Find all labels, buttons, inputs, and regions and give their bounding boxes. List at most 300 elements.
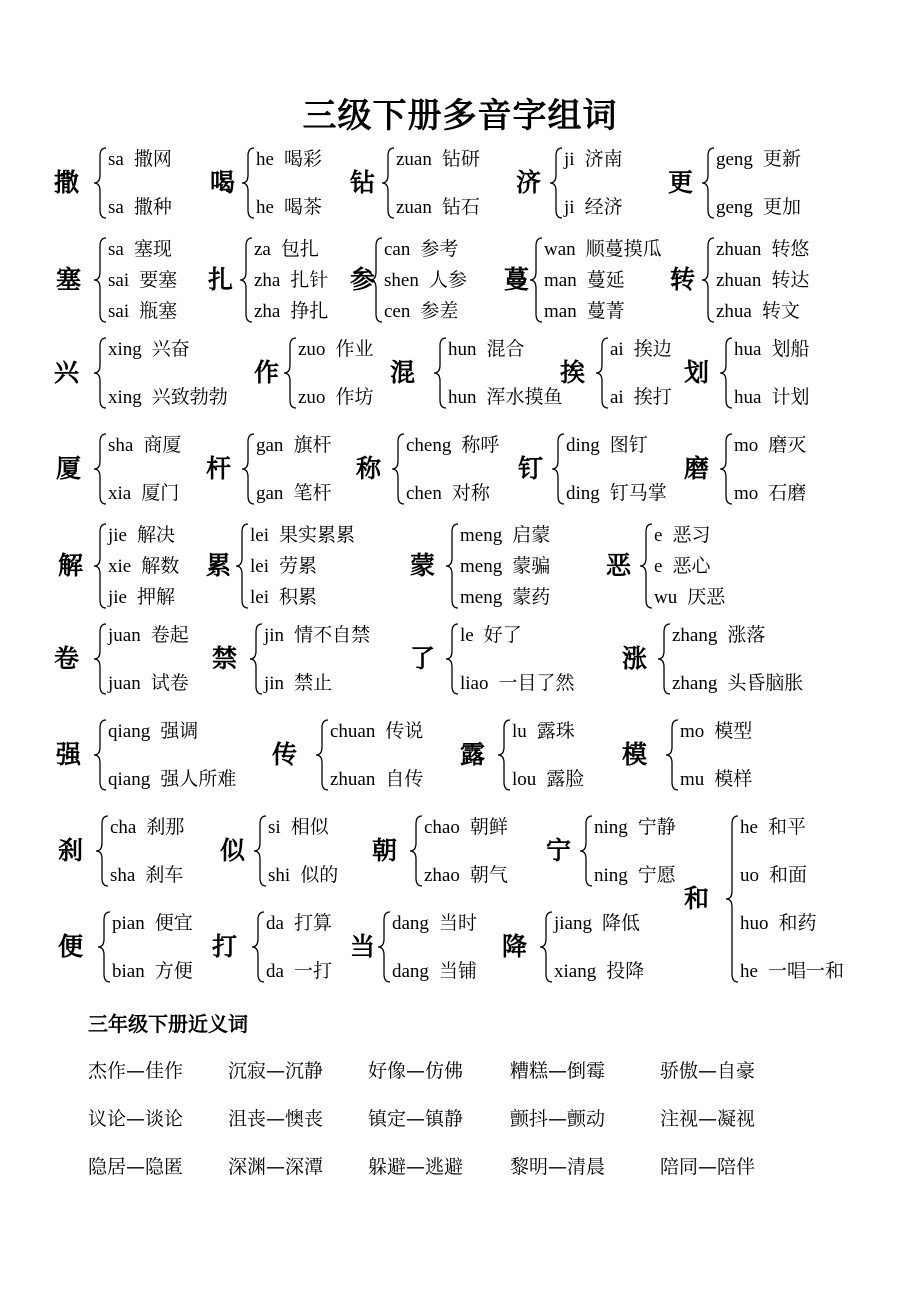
reading-line (734, 434, 806, 457)
example-word: 转达 (771, 269, 810, 291)
example-word: 商厦 (143, 434, 182, 456)
example-word: 作坊 (335, 386, 374, 408)
pinyin: jie (108, 525, 127, 546)
reading-line (448, 386, 563, 409)
polyphone-char: 和 (684, 884, 710, 913)
pinyin: xing (108, 339, 142, 360)
reading-line (254, 300, 328, 323)
reading-line (256, 148, 322, 171)
example-word: 露脸 (546, 768, 585, 790)
polyphone-char: 卷 (54, 644, 80, 673)
polyphone-char: 蒙 (410, 551, 436, 580)
reading-line (264, 624, 370, 647)
brace-icon (254, 816, 266, 886)
example-word: 涨落 (727, 624, 766, 646)
synonym-pair: 陪同—陪伴 (660, 1156, 756, 1178)
pinyin: zhang (672, 625, 718, 646)
example-word: 恶习 (672, 524, 711, 546)
reading-line (544, 238, 662, 261)
reading-line (680, 720, 752, 743)
pinyin: zhuan (330, 769, 376, 790)
example-word: 一打 (293, 960, 332, 982)
pinyin: chen (406, 483, 442, 504)
brace-icon (94, 148, 106, 218)
brace-icon (580, 816, 592, 886)
example-word: 情不自禁 (294, 624, 371, 646)
pinyin: cha (110, 817, 137, 838)
brace-icon (240, 238, 252, 322)
polyphone-char: 作 (254, 358, 280, 387)
example-word: 朝鲜 (469, 816, 508, 838)
example-word: 要塞 (139, 269, 178, 291)
pinyin: ding (566, 435, 600, 456)
pinyin: liao (460, 673, 489, 694)
polyphone-char: 钉 (518, 454, 544, 483)
pinyin: zhang (672, 673, 718, 694)
example-word: 模型 (714, 720, 753, 742)
reading-line (716, 148, 801, 171)
pinyin: hua (734, 339, 762, 360)
polyphone-char: 似 (220, 836, 246, 865)
pinyin: wan (544, 239, 576, 260)
reading-line (108, 196, 172, 219)
reading-line (298, 338, 373, 361)
example-word: 更新 (762, 148, 801, 170)
brace-icon (94, 238, 106, 322)
reading-line (740, 816, 806, 839)
synonym-pair: 注视—凝视 (660, 1108, 756, 1130)
polyphone-char: 称 (356, 454, 382, 483)
polyphone-char: 了 (410, 644, 436, 673)
pinyin: sa (108, 239, 124, 260)
example-word: 强人所难 (160, 768, 237, 790)
brace-icon (242, 434, 254, 504)
polyphone-char: 朝 (372, 836, 398, 865)
reading-line (554, 912, 640, 935)
example-word: 蔓菁 (586, 300, 625, 322)
reading-line (396, 196, 480, 219)
reading-line (564, 148, 623, 171)
polyphone-char: 模 (622, 740, 648, 769)
pinyin: pian (112, 913, 145, 934)
pinyin: lei (250, 556, 269, 577)
reading-line (108, 482, 179, 505)
page-title: 三级下册多音字组词 (302, 96, 618, 136)
reading-line (460, 624, 522, 647)
reading-line (734, 482, 806, 505)
reading-line (108, 300, 177, 323)
polyphone-char: 恶 (606, 551, 632, 580)
reading-line (544, 300, 625, 323)
example-word: 恶心 (672, 555, 711, 577)
example-word: 旗杆 (293, 434, 332, 456)
pinyin: ding (566, 483, 600, 504)
reading-line (330, 720, 423, 743)
polyphone-char: 打 (212, 932, 238, 961)
synonym-pair: 沉寂—沉静 (228, 1060, 324, 1082)
example-word: 挣扎 (290, 300, 329, 322)
example-word: 一唱一和 (767, 960, 844, 982)
reading-line (256, 434, 331, 457)
brace-icon (98, 912, 110, 982)
reading-line (734, 338, 809, 361)
pinyin: qiang (108, 721, 151, 742)
polyphone-char: 撒 (54, 168, 80, 197)
example-word: 打算 (293, 912, 332, 934)
example-word: 称呼 (461, 434, 500, 456)
pinyin: shi (268, 865, 291, 886)
brace-icon (252, 912, 264, 982)
synonym-pair: 沮丧—懊丧 (228, 1108, 324, 1130)
polyphone-char: 刹 (58, 836, 84, 865)
pinyin: da (266, 961, 284, 982)
example-word: 试卷 (150, 672, 189, 694)
reading-line (264, 672, 332, 695)
reading-line (108, 555, 179, 578)
polyphone-char: 钻 (350, 168, 376, 197)
pinyin: man (544, 301, 577, 322)
example-word: 当铺 (438, 960, 477, 982)
example-word: 笔杆 (293, 482, 332, 504)
polyphone-char: 更 (668, 168, 694, 197)
pinyin: jiang (554, 913, 592, 934)
polyphone-char: 当 (350, 932, 376, 961)
reading-line (266, 912, 332, 935)
reading-line (108, 624, 189, 647)
synonym-pair: 深渊—深潭 (228, 1156, 324, 1178)
reading-line (460, 672, 575, 695)
synonyms-title: 三年级下册近义词 (88, 1012, 248, 1036)
example-word: 自传 (385, 768, 424, 790)
brace-icon (370, 238, 382, 322)
reading-line (740, 864, 807, 887)
example-word: 对称 (451, 482, 490, 504)
polyphone-char: 济 (516, 168, 542, 197)
reading-line (112, 912, 193, 935)
reading-line (384, 300, 458, 323)
pinyin: dang (392, 913, 429, 934)
pinyin: gan (256, 435, 284, 456)
pinyin: xia (108, 483, 132, 504)
polyphone-char: 厦 (56, 454, 82, 483)
reading-line (734, 386, 809, 409)
reading-line (384, 269, 467, 292)
example-word: 挨打 (633, 386, 672, 408)
reading-line (396, 148, 480, 171)
pinyin: he (740, 961, 758, 982)
pinyin: qiang (108, 769, 151, 790)
pinyin: lu (512, 721, 527, 742)
pinyin: xie (108, 556, 132, 577)
pinyin: juan (108, 673, 141, 694)
pinyin: lei (250, 525, 269, 546)
brace-icon (250, 624, 262, 694)
brace-icon (640, 524, 652, 608)
brace-icon (284, 338, 296, 408)
pinyin: ai (610, 339, 624, 360)
example-word: 厦门 (141, 482, 180, 504)
brace-icon (378, 912, 390, 982)
brace-icon (726, 816, 738, 982)
pinyin: e (654, 556, 663, 577)
example-word: 劳累 (279, 555, 318, 577)
example-word: 兴奋 (151, 338, 190, 360)
pinyin: le (460, 625, 474, 646)
brace-icon (540, 912, 552, 982)
reading-line (112, 960, 193, 983)
reading-line (110, 864, 183, 887)
example-word: 解数 (141, 555, 180, 577)
pinyin: meng (460, 587, 503, 608)
example-word: 当时 (438, 912, 477, 934)
example-word: 厌恶 (687, 586, 726, 608)
example-word: 钉马掌 (609, 482, 667, 504)
pinyin: mo (734, 483, 759, 504)
example-word: 撒种 (133, 196, 172, 218)
polyphone-char: 蔓 (504, 265, 530, 294)
reading-line (594, 864, 676, 887)
synonym-pair: 颤抖—颤动 (510, 1108, 606, 1130)
example-word: 喝彩 (283, 148, 322, 170)
brace-icon (94, 524, 106, 608)
reading-line (108, 238, 172, 261)
reading-line (108, 672, 189, 695)
polyphone-char: 累 (206, 551, 232, 580)
brace-icon (666, 720, 678, 790)
brace-icon (550, 148, 562, 218)
pinyin: wu (654, 587, 678, 608)
pinyin: zuan (396, 149, 432, 170)
reading-line (108, 586, 175, 609)
example-word: 钻石 (441, 196, 480, 218)
pinyin: ji (564, 197, 575, 218)
brace-icon (410, 816, 422, 886)
pinyin: cheng (406, 435, 452, 456)
brace-icon (392, 434, 404, 504)
pinyin: jin (264, 673, 285, 694)
example-word: 积累 (279, 586, 318, 608)
example-word: 启蒙 (512, 524, 551, 546)
reading-line (330, 768, 423, 791)
pinyin: meng (460, 525, 503, 546)
brace-icon (702, 148, 714, 218)
pinyin: huo (740, 913, 769, 934)
example-word: 果实累累 (279, 524, 356, 546)
reading-line (654, 586, 725, 609)
reading-line (384, 238, 458, 261)
brace-icon (446, 624, 458, 694)
example-word: 转悠 (771, 238, 810, 260)
example-word: 参考 (420, 238, 459, 260)
polyphone-char: 涨 (622, 644, 648, 673)
example-word: 头昏脑胀 (727, 672, 804, 694)
synonym-pair: 骄傲—自豪 (660, 1060, 756, 1082)
example-word: 塞现 (133, 238, 172, 260)
example-word: 计划 (771, 386, 810, 408)
example-word: 混合 (486, 338, 525, 360)
example-word: 刹那 (146, 816, 185, 838)
example-word: 瓶塞 (139, 300, 178, 322)
pinyin: hun (448, 339, 477, 360)
pinyin: si (268, 817, 281, 838)
brace-icon (720, 434, 732, 504)
brace-icon (552, 434, 564, 504)
synonym-pair: 糟糕—倒霉 (510, 1060, 606, 1082)
brace-icon (702, 238, 714, 322)
reading-line (512, 768, 584, 791)
example-word: 一目了然 (498, 672, 575, 694)
polyphone-char: 混 (390, 358, 416, 387)
pinyin: jin (264, 625, 285, 646)
polyphone-char: 兴 (54, 358, 80, 387)
example-word: 蔓延 (586, 269, 625, 291)
example-word: 押解 (137, 586, 176, 608)
example-word: 兴致勃勃 (151, 386, 228, 408)
brace-icon (530, 238, 542, 322)
example-word: 降低 (602, 912, 641, 934)
pinyin: can (384, 239, 411, 260)
polyphone-char: 挨 (560, 358, 586, 387)
pinyin: ai (610, 387, 624, 408)
reading-line (424, 864, 508, 887)
polyphone-char: 磨 (684, 454, 710, 483)
brace-icon (720, 338, 732, 408)
example-word: 划船 (771, 338, 810, 360)
pinyin: meng (460, 556, 503, 577)
example-word: 撒网 (133, 148, 172, 170)
reading-line (254, 238, 319, 261)
synonym-pair: 议论—谈论 (88, 1108, 184, 1130)
example-word: 更加 (762, 196, 801, 218)
pinyin: mo (734, 435, 759, 456)
pinyin: ning (594, 865, 628, 886)
reading-line (654, 524, 710, 547)
pinyin: zuo (298, 387, 326, 408)
reading-line (108, 720, 198, 743)
reading-line (672, 672, 803, 695)
example-word: 作业 (335, 338, 374, 360)
example-word: 和平 (767, 816, 806, 838)
polyphone-char: 参 (350, 265, 376, 294)
polyphone-char: 露 (460, 740, 486, 769)
pinyin: zhuan (716, 270, 762, 291)
synonym-pair: 黎明—清晨 (510, 1156, 606, 1178)
reading-line (566, 434, 648, 457)
pinyin: mu (680, 769, 705, 790)
example-word: 磨灭 (768, 434, 807, 456)
pinyin: zha (254, 270, 281, 291)
reading-line (392, 912, 477, 935)
pinyin: geng (716, 197, 753, 218)
reading-line (716, 300, 800, 323)
reading-line (108, 768, 236, 791)
example-word: 宁静 (637, 816, 676, 838)
reading-line (594, 816, 676, 839)
pinyin: mo (680, 721, 705, 742)
pinyin: zhao (424, 865, 460, 886)
pinyin: hua (734, 387, 762, 408)
example-word: 济南 (584, 148, 623, 170)
example-word: 包扎 (280, 238, 319, 260)
pinyin: zha (254, 301, 281, 322)
example-word: 参差 (420, 300, 459, 322)
reading-line (266, 960, 332, 983)
pinyin: zuo (298, 339, 326, 360)
pinyin: geng (716, 149, 753, 170)
brace-icon (446, 524, 458, 608)
reading-line (108, 269, 177, 292)
reading-line (716, 269, 809, 292)
brace-icon (236, 524, 248, 608)
pinyin: sai (108, 270, 130, 291)
example-word: 蒙药 (512, 586, 551, 608)
example-word: 和面 (769, 864, 808, 886)
reading-line (254, 269, 328, 292)
example-word: 模样 (714, 768, 753, 790)
example-word: 和药 (778, 912, 817, 934)
polyphone-char: 解 (58, 551, 84, 580)
reading-line (716, 196, 801, 219)
polyphone-char: 降 (502, 932, 528, 961)
example-word: 喝茶 (283, 196, 322, 218)
polyphone-char: 扎 (208, 265, 234, 294)
polyphone-char: 喝 (210, 168, 236, 197)
polyphone-char: 杆 (206, 454, 232, 483)
pinyin: xing (108, 387, 142, 408)
pinyin: zhua (716, 301, 752, 322)
reading-line (740, 960, 844, 983)
example-word: 朝气 (469, 864, 508, 886)
pinyin: he (740, 817, 758, 838)
example-word: 刹车 (145, 864, 184, 886)
pinyin: hun (448, 387, 477, 408)
pinyin: ji (564, 149, 575, 170)
pinyin: he (256, 197, 274, 218)
synonym-pair: 好像—仿佛 (368, 1060, 464, 1082)
polyphone-char: 便 (58, 932, 84, 961)
reading-line (566, 482, 667, 505)
reading-line (256, 196, 322, 219)
example-word: 浑水摸鱼 (486, 386, 563, 408)
pinyin: zuan (396, 197, 432, 218)
reading-line (680, 768, 752, 791)
example-word: 钻研 (441, 148, 480, 170)
synonym-pair: 躲避—逃避 (368, 1156, 464, 1178)
pinyin: cen (384, 301, 411, 322)
brace-icon (94, 338, 106, 408)
reading-line (448, 338, 525, 361)
pinyin: lou (512, 769, 537, 790)
pinyin: sa (108, 197, 124, 218)
reading-line (108, 434, 181, 457)
example-word: 经济 (584, 196, 623, 218)
pinyin: jie (108, 587, 127, 608)
example-word: 顺蔓摸瓜 (585, 238, 662, 260)
example-word: 方便 (154, 960, 193, 982)
reading-line (512, 720, 575, 743)
example-word: 转文 (761, 300, 800, 322)
brace-icon (96, 816, 108, 886)
example-word: 蒙骗 (512, 555, 551, 577)
reading-line (108, 524, 175, 547)
polyphone-char: 宁 (546, 836, 572, 865)
reading-line (298, 386, 373, 409)
reading-line (250, 586, 317, 609)
example-word: 解决 (137, 524, 176, 546)
pinyin: uo (740, 865, 759, 886)
reading-line (654, 555, 710, 578)
polyphone-char: 禁 (212, 644, 238, 673)
